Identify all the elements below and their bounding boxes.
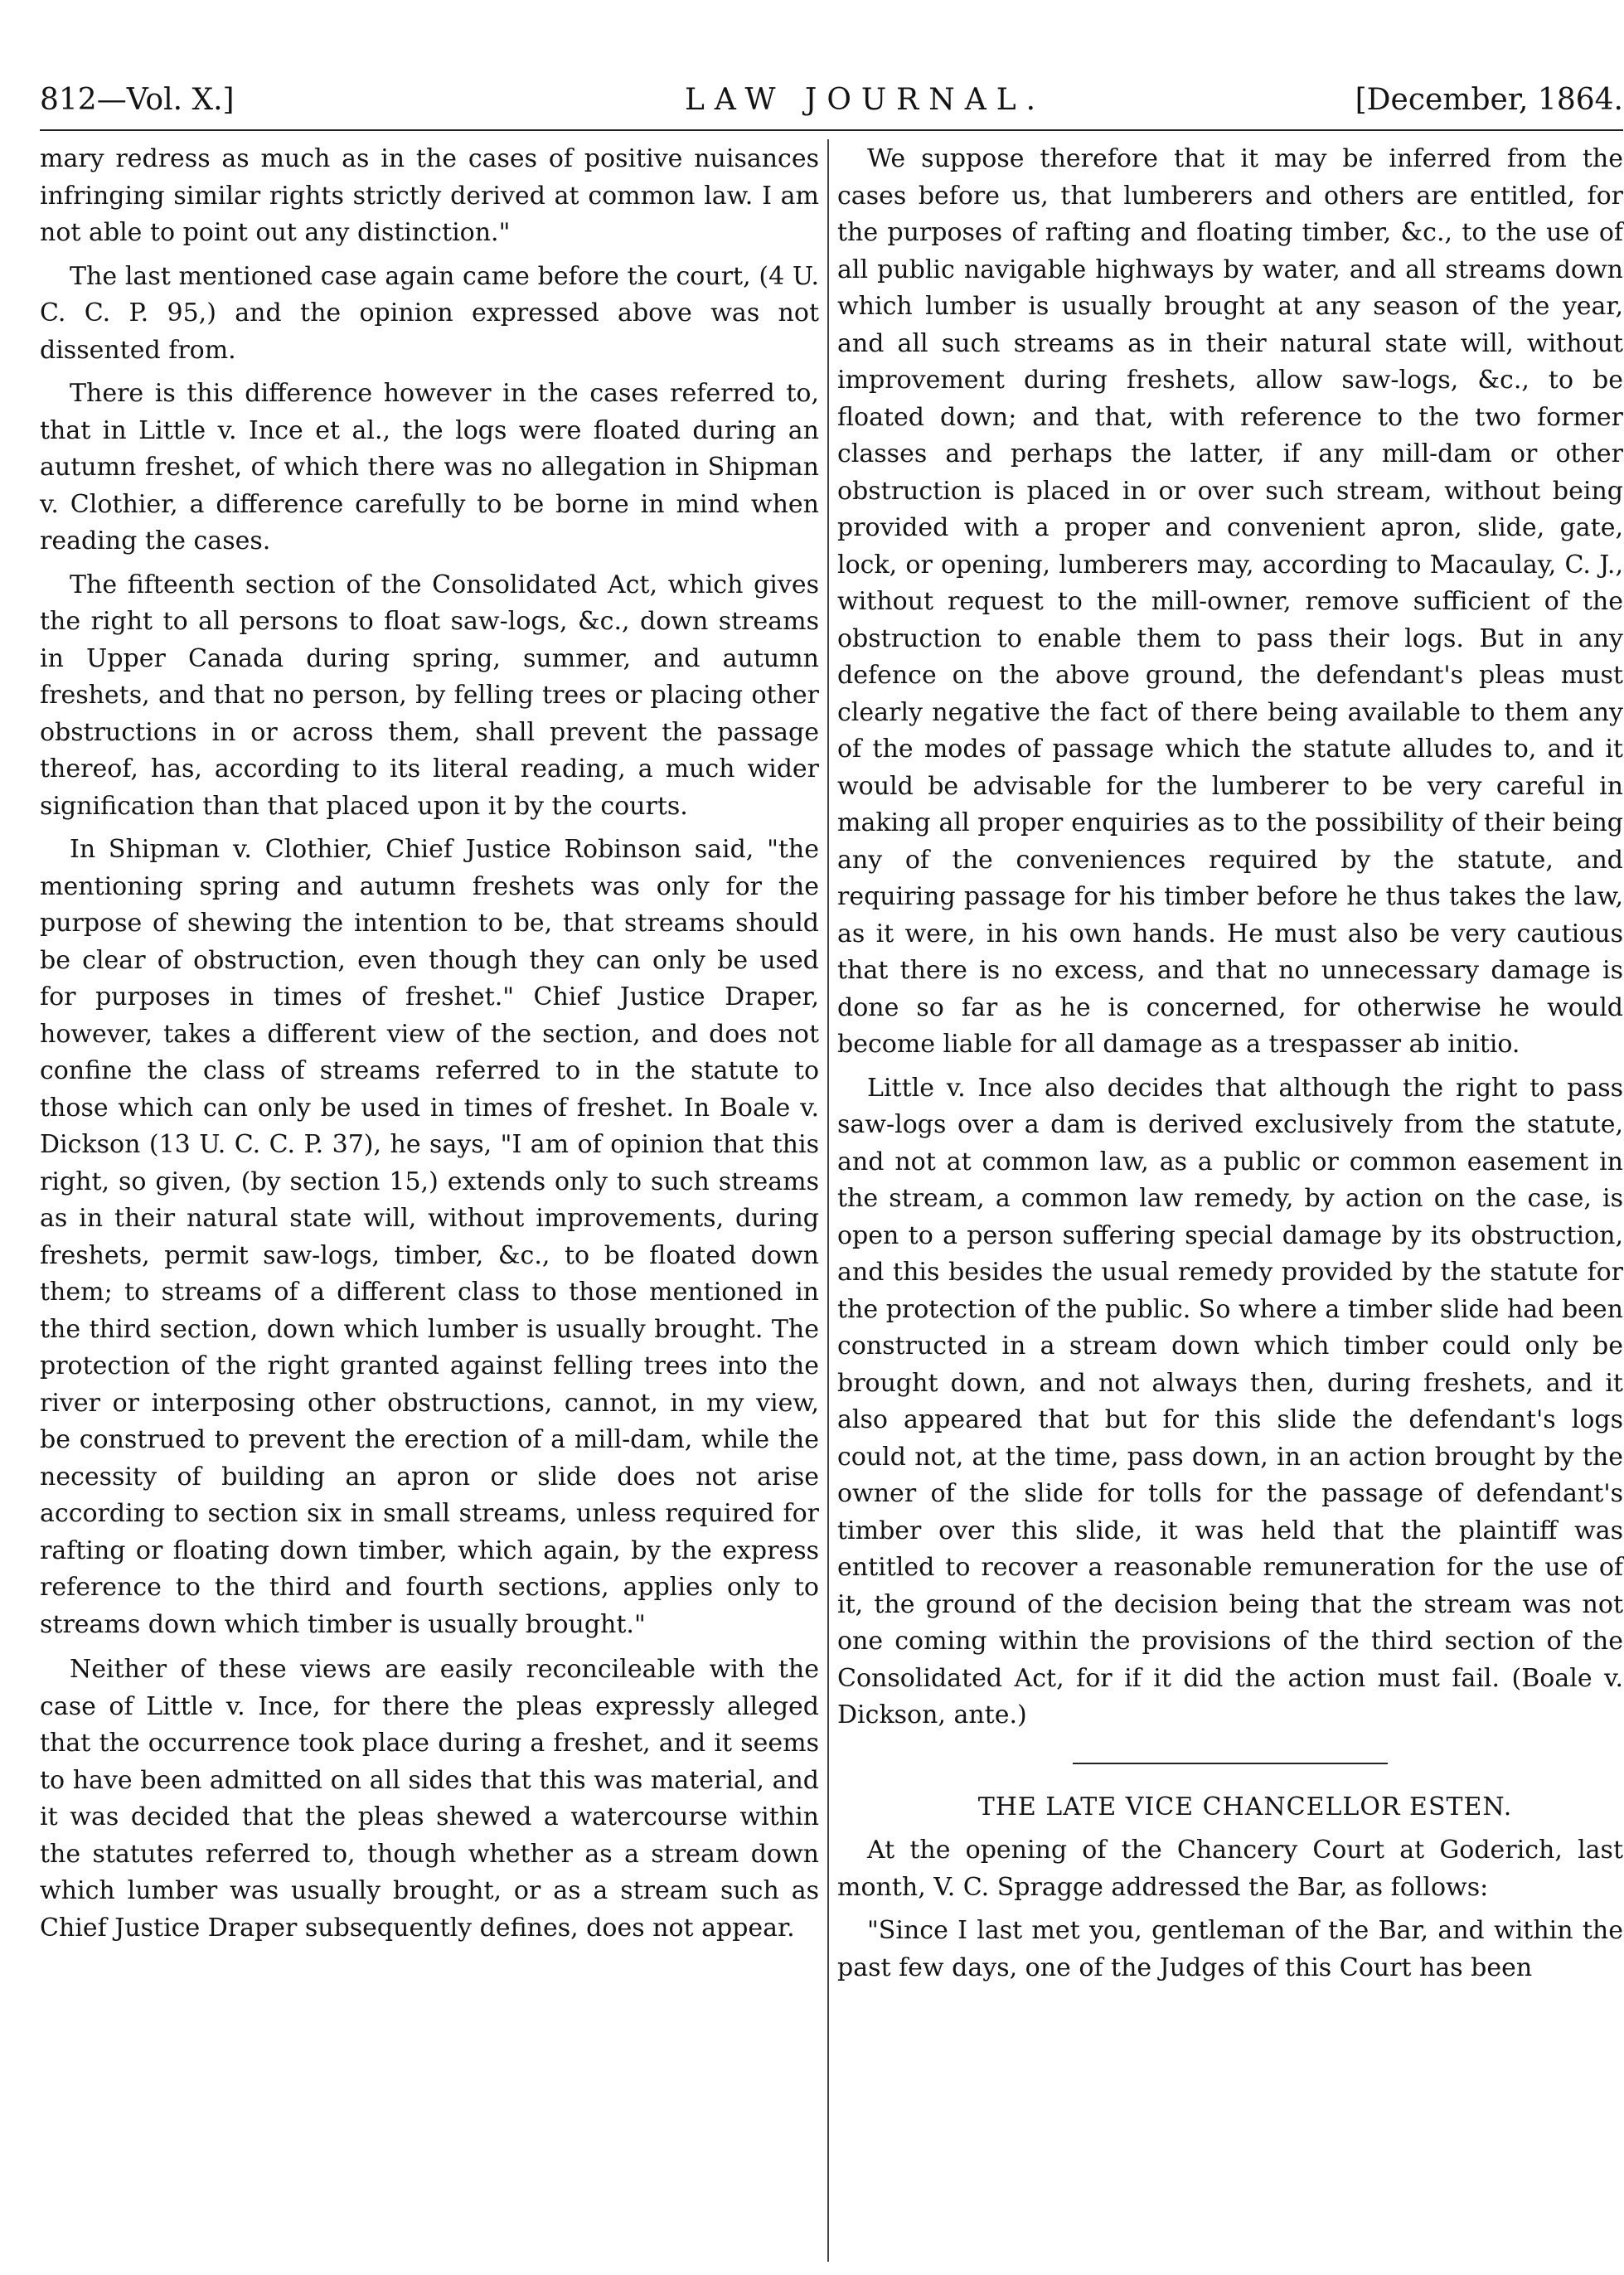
paragraph: We suppose therefore that it may be inferred from the cases before us, that lumberers and others are entitled, for the purposes of rafting and floating timber, &c., to the use of all public navigable highways by water, and all streams down which lumber is usually brought at any season of the year, and all such streams as in their natural state will, without improvement during freshets, allow saw-logs, &c., to be floated down; and that, with reference to the two former classes and perhaps the latter, if any mill-dam or other obstruction is placed in or over such stream, without being provided with a proper and convenient apron, slide, gate, lock, or opening, lumberers may, according to Macaulay, C. J., without request to the mill-owner, remove sufficient of the obstruction to enable them to pass their logs. But in any defence on the above ground, the defendant's pleas must clearly negative the fact of there being available to them any of the modes of passage which the statute alludes to, and it would be advisable for the lumberer to be very careful in making all proper enquiries as to the possibility of their being any of the conveniences required by the statute, and requiring passage for his timber before he thus takes the law, as it were, in his own hands. He must also be very cautious that there is no excess, and that no unnecessary damage is done so far as he is concerned, for otherwise he would become liable for all damage as a trespasser ab initio. xyxy=(837,144,1623,1059)
paragraph: There is this difference however in the cases referred to, that in Little v. Ince et al., the logs were floated during an autumn freshet, of which there was no allegation in Shipman v. Clothier, a difference carefully to be borne in mind when reading the cases. xyxy=(40,379,819,555)
journal-title: LAW JOURNAL. xyxy=(685,83,1046,117)
page-number-volume: 812—Vol. X.] xyxy=(40,83,235,117)
paragraph: The last mentioned case again came before the court, (4 U. C. C. P. 95,) and the opinion expressed above was not dissented from. xyxy=(40,261,819,365)
header-rule xyxy=(40,129,1623,131)
section-heading: THE LATE VICE CHANCELLOR ESTEN. xyxy=(977,1792,1513,1821)
issue-date: [December, 1864. xyxy=(1355,83,1623,117)
left-column xyxy=(40,141,819,1953)
section-rule xyxy=(1073,1763,1388,1764)
column-divider xyxy=(827,139,829,2262)
paragraph: Neither of these views are easily reconcileable with the case of Little v. Ince, for there the pleas expressly alleged that the occurrence took place during a freshet, and it seems to have been admitted on all sides that this was material, and it was decided that the pleas shewed a watercourse within the statutes referred to, though whether as a stream down which lumber was usually brought, or as a stream such as Chief Justice Draper subsequently defines, does not appear. xyxy=(40,1655,819,1943)
page-header xyxy=(40,83,1623,133)
paragraph: In Shipman v. Clothier, Chief Justice Robinson said, "the mentioning spring and autumn freshets was only for the purpose of shewing the intention to be, that streams should be clear of obstruction, even though they can only be used for purposes in times of freshet." Chief Justice Draper, however, takes a different view of the section, and does not confine the class of streams referred to in the statute to those which can only be used in times of freshet. In Boale v. Dickson (13 U. C. C. P. 37), he says, "I am of opinion that this right, so given, (by section 15,) extends only to such streams as in their natural state will, without improvements, during freshets, permit saw-logs, timber, &c., to be floated down them; to streams of a different class to those mentioned in the third section, down which lumber is usually brought. The protection of the right granted against felling trees into the river or interposing other obstructions, cannot, in my view, be construed to prevent the erection of a mill-dam, while the necessity of building an apron or slide does not arise according to section six in small streams, unless required for rafting or floating down timber, which again, by the express reference to the third and fourth sections, applies only to streams down which timber is usually brought." xyxy=(40,835,819,1639)
paragraph: The fifteenth section of the Consolidated Act, which gives the right to all persons to float saw-logs, &c., down streams in Upper Canada during spring, summer, and autumn freshets, and that no person, by felling trees or placing other obstructions in or across them, shall prevent the passage thereof, has, according to its literal reading, a much wider signification than that placed upon it by the courts. xyxy=(40,570,819,821)
paragraph: Little v. Ince also decides that although the right to pass saw-logs over a dam is derived exclusively from the statute, and not at common law, as a public or common easement in the stream, a common law remedy, by action on the case, is open to a person suffering special damage by its obstruction, and this besides the usual remedy provided by the statute for the protection of the public. So where a timber slide had been constructed in a stream down which timber could only be brought down, and not always then, during freshets, and it also appeared that but for this slide the defendant's logs could not, at the time, pass down, in an action brought by the owner of the slide for tolls for the passage of defendant's timber over this slide, it was held that the plaintiff was entitled to recover a reasonable remuneration for the use of it, the ground of the decision being that the stream was not one coming within the provisions of the third section of the Consolidated Act, for if it did the action must fail. (Boale v. Dickson, ante.) xyxy=(837,1073,1623,1729)
right-column xyxy=(837,141,1623,1993)
paragraph: "Since I last met you, gentleman of the Bar, and within the past few days, one of the Judges of this Court has been xyxy=(837,1916,1623,1982)
paragraph: At the opening of the Chancery Court at Goderich, last month, V. C. Spragge addressed the Bar, as follows: xyxy=(837,1836,1623,1902)
paragraph: mary redress as much as in the cases of positive nuisances infringing similar rights strictly derived at common law. I am not able to point out any distinction." xyxy=(40,144,819,247)
